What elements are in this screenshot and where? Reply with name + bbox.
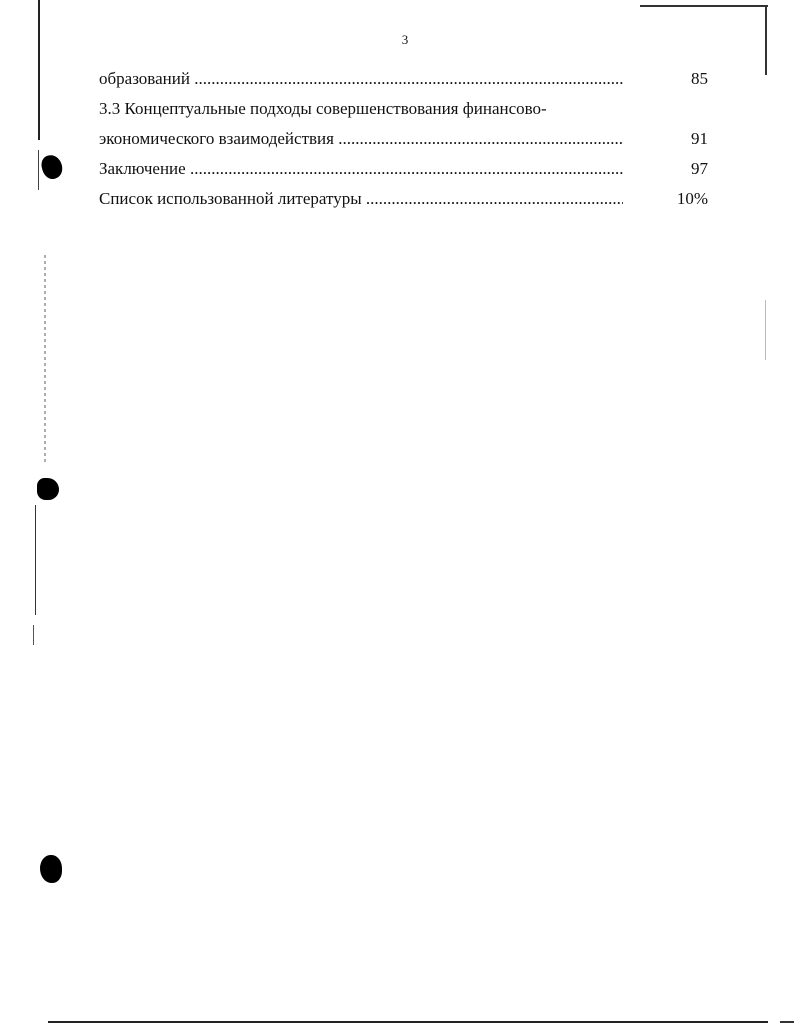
toc-entry-page: 10%	[676, 189, 708, 208]
toc-entry	[99, 124, 713, 154]
toc-entry-title: образований .....	[99, 64, 623, 94]
scan-border-bottom-tick	[780, 1021, 794, 1023]
table-of-contents	[99, 64, 713, 214]
toc-entry-page: 97	[691, 159, 708, 178]
toc-entry-title: Список использованной литературы .....	[99, 184, 623, 214]
toc-entry-title: 3.3 Концептуальные подходы совершенствования финансово-	[99, 99, 547, 118]
punch-hole	[39, 153, 65, 181]
punch-hole	[40, 855, 62, 883]
toc-entry-title: экономического взаимодействия .....	[99, 124, 623, 154]
scan-border-left-lower	[35, 505, 36, 615]
toc-entry-page: 85	[691, 69, 708, 88]
scan-border-bottom	[48, 1021, 768, 1023]
scan-border-left-faint	[44, 255, 46, 465]
toc-entry	[99, 184, 713, 214]
toc-entry	[99, 154, 713, 184]
page-number: 3	[401, 32, 409, 47]
toc-entry	[99, 64, 713, 94]
scan-border-top	[640, 5, 768, 7]
toc-entry	[99, 94, 713, 124]
toc-entry-page: 91	[691, 129, 708, 148]
punch-hole	[37, 478, 59, 500]
scan-border-left-tick	[33, 625, 34, 645]
toc-entry-title: Заключение .....	[99, 154, 623, 184]
scan-border-left-segment	[38, 150, 39, 190]
scan-border-right-faint	[765, 300, 766, 360]
scan-border-left	[38, 0, 40, 140]
